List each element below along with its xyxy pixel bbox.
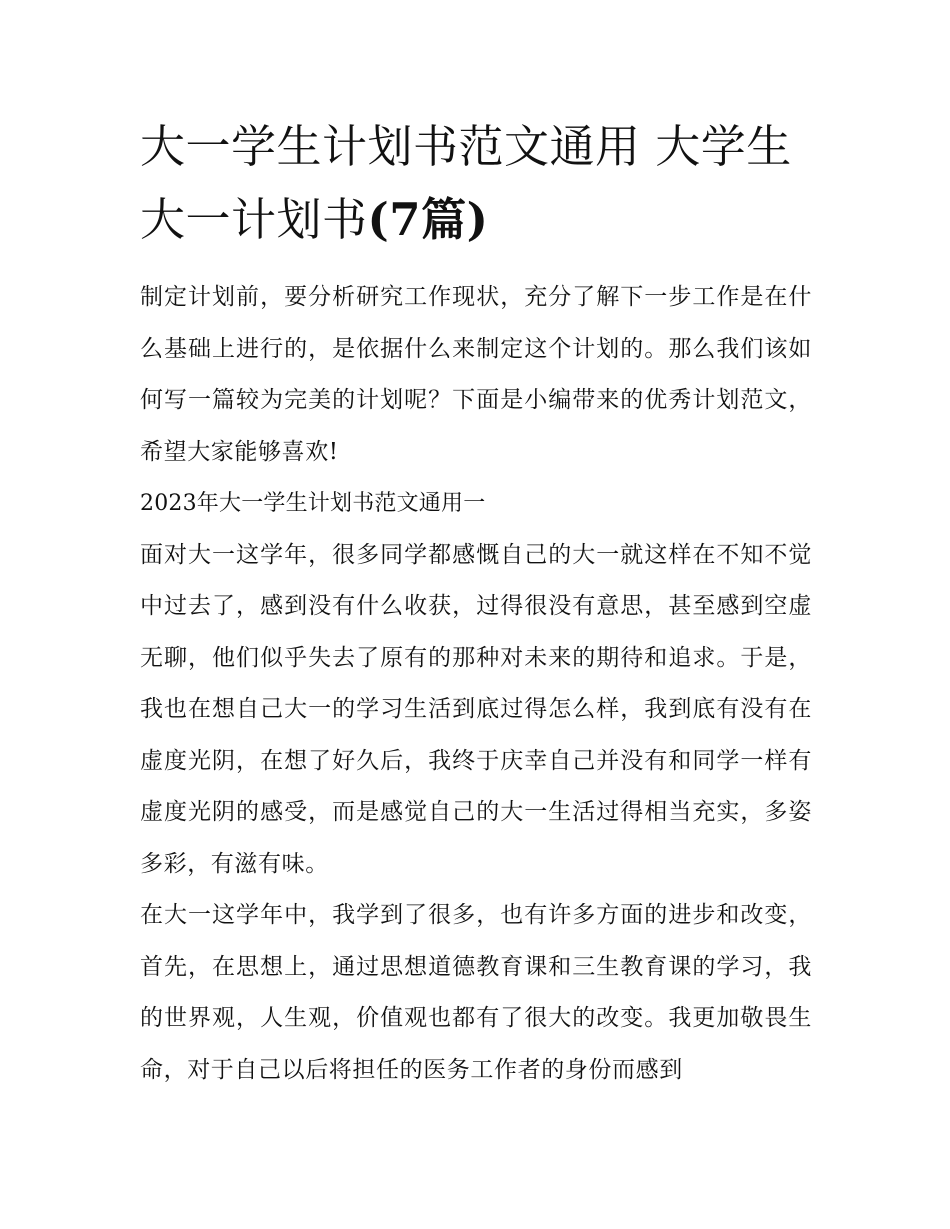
title-count: (7篇) (367, 193, 489, 246)
section-heading: 2023年大一学生计划书范文通用一 (140, 491, 486, 516)
document-page (140, 110, 812, 1096)
title-main: 大一学生计划书范文通用 大学生大一计划书 (140, 120, 792, 246)
document-title (140, 110, 812, 256)
body-paragraph-1: 面对大一这学年，很多同学都感慨自己的大一就这样在不知不觉中过去了，感到没有什么收获，过得很没有意思，甚至感到空虚无聊，他们似乎失去了原有的那种对未来的期待和追求。于是，我也在想自己大一的学习生活到底过得怎么样，我到底有没有在虚度光阴，在想了好久后，我终于庆幸自己并没有和同学一样有虚度光阴的感受，而是感觉自己的大一生活过得相当充实，多姿多彩，有滋有味。 (140, 541, 812, 877)
body-paragraph-2: 在大一这学年中，我学到了很多，也有许多方面的进步和改变，首先，在思想上，通过思想道德教育课和三生教育课的学习，我的世界观，人生观，价值观也都有了很大的改变。我更加敬畏生命，对于自己以后将担任的医务工作者的身份而感到 (140, 902, 812, 1083)
intro-paragraph: 制定计划前，要分析研究工作现状，充分了解下一步工作是在什么基础上进行的，是依据什么来制定这个计划的。那么我们该如何写一篇较为完美的计划呢？下面是小编带来的优秀计划范文，希望大家能够喜欢! (140, 284, 812, 465)
